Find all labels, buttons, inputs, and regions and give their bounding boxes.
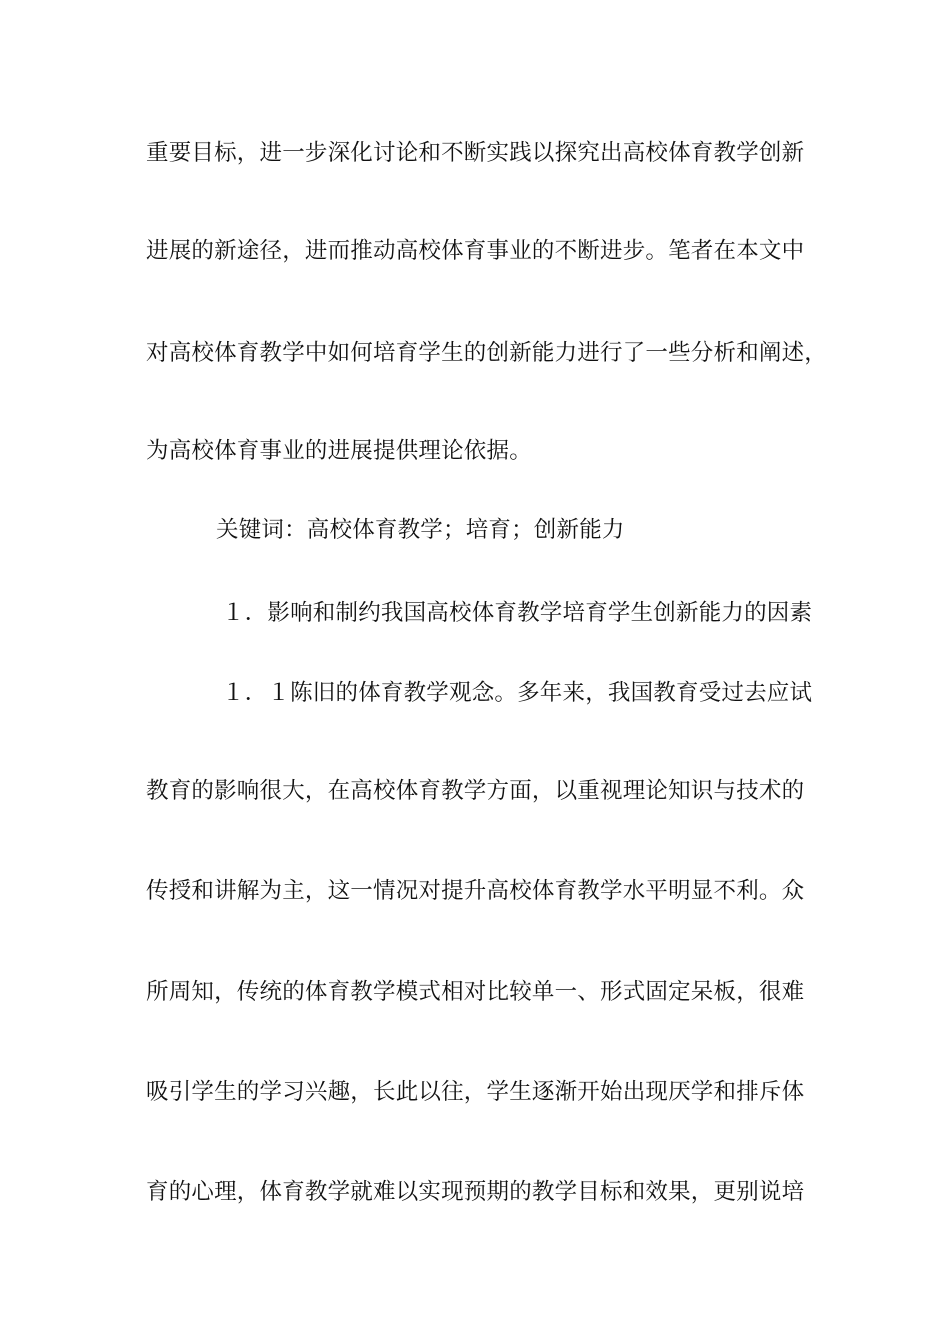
paragraph-line: 育的心理，体育教学就难以实现预期的教学目标和效果，更别说培: [146, 1179, 805, 1205]
paragraph-line: 对高校体育教学中如何培育学生的创新能力进行了一些分析和阐述，: [146, 340, 828, 366]
paragraph-line: 为高校体育事业的进展提供理论依据。: [146, 438, 532, 464]
paragraph-line: 进展的新途径，进而推动高校体育事业的不断进步。笔者在本文中: [146, 238, 805, 264]
paragraph-line: 吸引学生的学习兴趣，长此以往，学生逐渐开始出现厌学和排斥体: [146, 1079, 805, 1105]
paragraph-line: 传授和讲解为主，这一情况对提升高校体育教学水平明显不利。众: [146, 878, 805, 904]
subsection-heading-line: １．１陈旧的体育教学观念。多年来，我国教育受过去应试: [222, 680, 813, 706]
paragraph-line: 重要目标，进一步深化讨论和不断实践以探究出高校体育教学创新: [146, 140, 805, 166]
paragraph-line: 教育的影响很大，在高校体育教学方面，以重视理论知识与技术的: [146, 778, 805, 804]
paragraph-line: 所周知，传统的体育教学模式相对比较单一、形式固定呆板，很难: [146, 979, 805, 1005]
keywords-line: 关键词：高校体育教学；培育；创新能力: [216, 517, 625, 543]
section-heading: １．影响和制约我国高校体育教学培育学生创新能力的因素: [222, 600, 813, 626]
